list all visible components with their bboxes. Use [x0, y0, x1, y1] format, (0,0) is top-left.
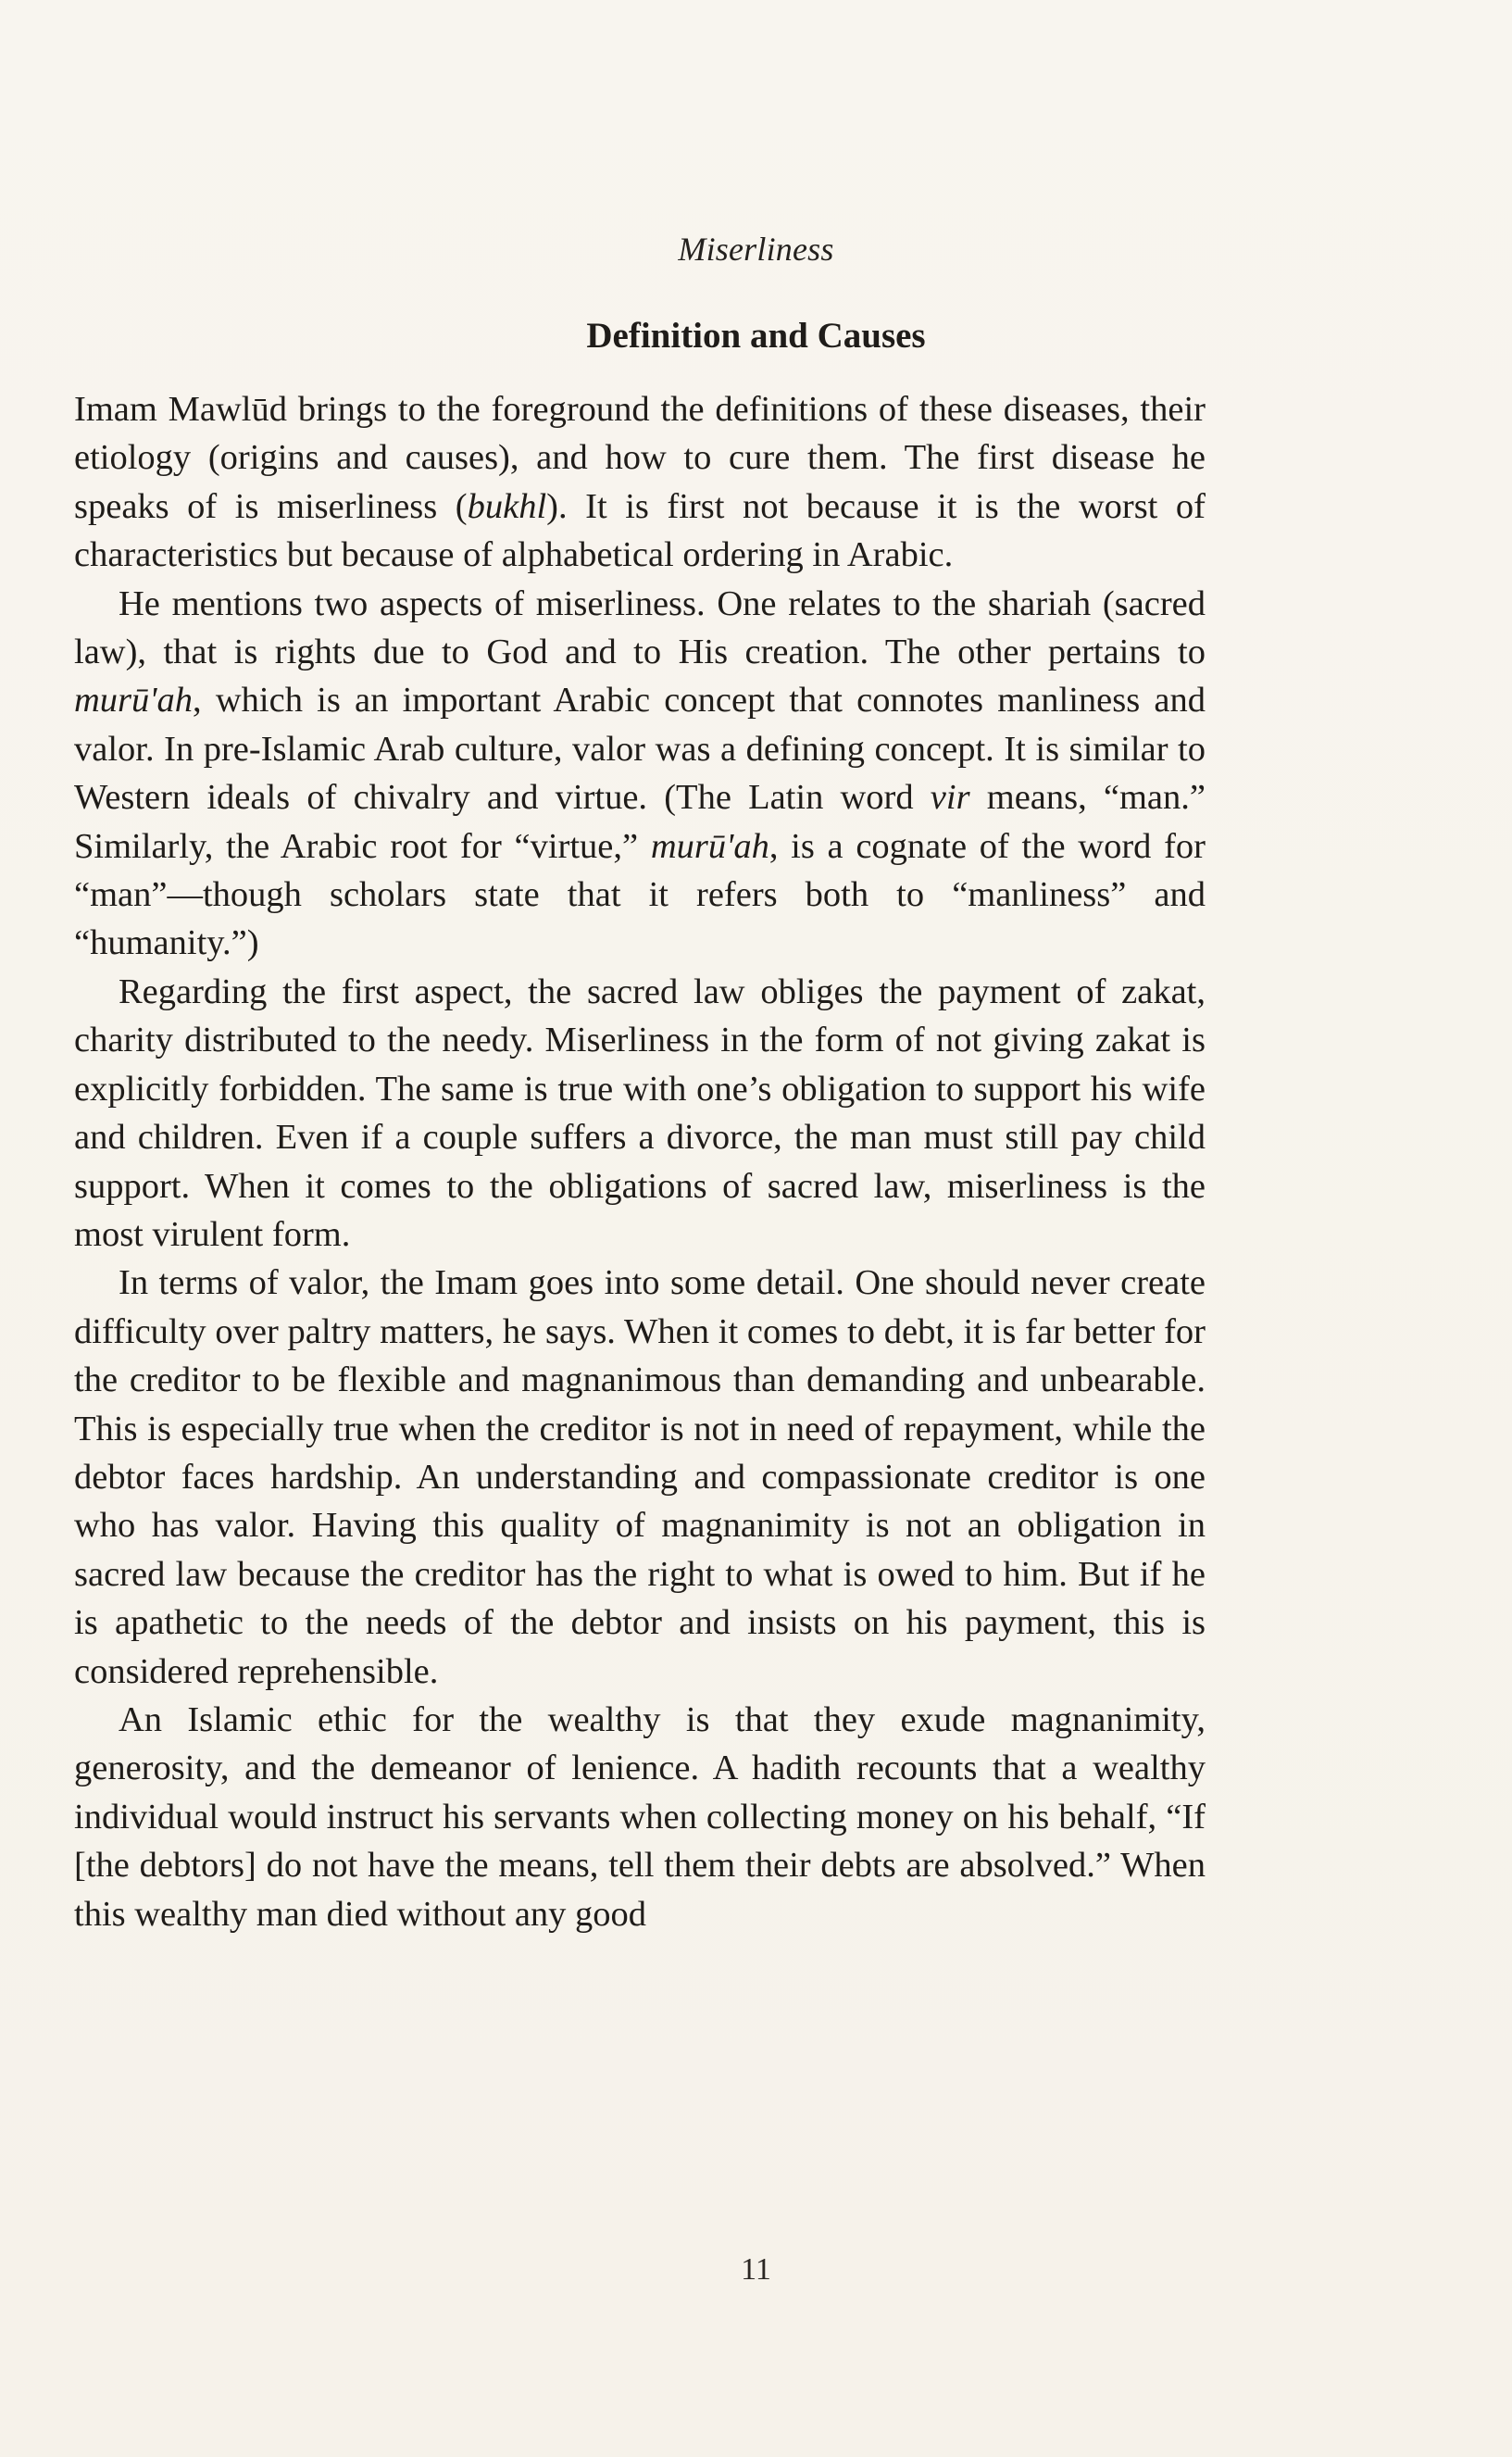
paragraph-2: [74, 580, 1206, 968]
italic-term: murū'ah: [650, 826, 769, 866]
paragraph-1: [74, 385, 1206, 580]
text-segment: He mentions two aspects of miserliness. One relates to the shariah (sacred law), that is rights due to God and to His creation. The other pertains to: [74, 583, 1206, 672]
text-segment: , which is an important Arabic concept that connotes manliness and valor. In pre-Islamic Arab culture, valor was a defining concept. It is similar to Western ideals of chivalry and virtue. (The Latin word: [74, 681, 1206, 818]
paragraph-3: [74, 968, 1206, 1259]
page-number: 11: [741, 2252, 771, 2287]
italic-term: bukhl: [467, 486, 547, 526]
text-segment: ). It is first not because it is the worst of characteristics but because of alphabetical ordering in Arabic.: [74, 486, 1206, 575]
paragraph-4: [74, 1259, 1206, 1696]
italic-term: murū'ah: [74, 681, 194, 721]
text-segment: means, “man.” Similarly, the Arabic root for “virtue,”: [74, 778, 1206, 866]
running-head: Miserliness: [678, 231, 834, 268]
paragraph-5: [74, 1696, 1206, 1938]
text-segment: In terms of valor, the Imam goes into some detail. One should never create difficulty over paltry matters, he says. When it comes to debt, it is far better for the creditor to be flexible and magnanimous than demanding and unbearable. This is especially true when the creditor is not in need of repayment, while the debtor faces hardship. An understanding and compassionate creditor is one who has valor. Having this quality of magnanimity is not an obligation in sacred law because the creditor has the right to what is owed to him. But if he is apathetic to the needs of the debtor and insists on his payment, this is considered reprehensible.: [74, 1263, 1206, 1691]
text-segment: , is a cognate of the word for “man”—though scholars state that it refers both to “manliness” and “humanity.”): [74, 826, 1206, 963]
italic-term: vir: [930, 778, 970, 818]
body-text: [74, 385, 1206, 1938]
section-title: Definition and Causes: [586, 316, 926, 356]
text-segment: Regarding the first aspect, the sacred law obliges the payment of zakat, charity distributed to the needy. Miserliness in the form of not giving zakat is explicitly forbidden. The same is true with one’s obligation to support his wife and children. Even if a couple suffers a divorce, the man must still pay child support. When it comes to the obligations of sacred law, miserliness is the most virulent form.: [74, 972, 1206, 1254]
text-segment: Imam Mawlūd brings to the foreground the definitions of these diseases, their etiology (origins and causes), and how to cure them. The first disease he speaks of is miserliness (: [74, 390, 1206, 526]
text-segment: An Islamic ethic for the wealthy is that they exude magnanimity, generosity, and the demeanor of lenience. A hadith recounts that a wealthy individual would instruct his servants when collecting money on his behalf, “If [the debtors] do not have the means, tell them their debts are absolved.” When this wealthy man died without any good: [74, 1699, 1206, 1934]
